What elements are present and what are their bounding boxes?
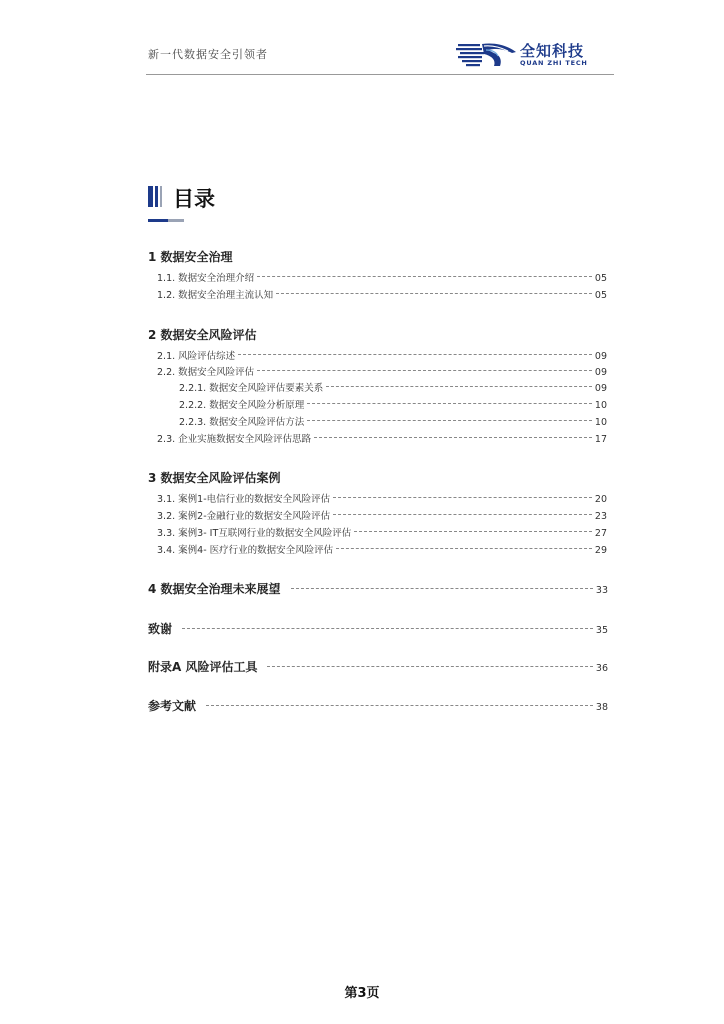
toc-entry[interactable]: 附录A 风险评估工具 36: [148, 660, 608, 674]
toc-entry[interactable]: 2.2.3. 数据安全风险评估方法 10: [179, 417, 607, 428]
toc-entry[interactable]: 1.2. 数据安全治理主流认知 05: [157, 290, 607, 301]
header-slogan: 新一代数据安全引领者: [148, 48, 268, 61]
toc-entry[interactable]: 3.4. 案例4- 医疗行业的数据安全风险评估 29: [157, 545, 607, 556]
logo-english-name: QUAN ZHI TECH: [520, 59, 588, 67]
toc-entry[interactable]: 3.1. 案例1-电信行业的数据安全风险评估 20: [157, 494, 607, 505]
page-number: 第3页: [344, 986, 380, 1001]
toc-entry[interactable]: 2.3. 企业实施数据安全风险评估思路 17: [157, 434, 607, 445]
toc-heading: 目录: [173, 187, 215, 211]
toc-entry[interactable]: 参考文献 38: [148, 699, 608, 713]
bird-stripes-logo-icon: [456, 40, 518, 70]
company-logo: [456, 40, 616, 70]
triple-bar-icon: [148, 186, 162, 207]
toc-entry[interactable]: 4 数据安全治理未来展望 33: [148, 582, 608, 596]
toc-underline: [148, 219, 184, 222]
toc-entry[interactable]: 2.2.1. 数据安全风险评估要素关系 09: [179, 383, 607, 394]
toc-entry[interactable]: 3.2. 案例2-金融行业的数据安全风险评估 23: [157, 511, 607, 522]
toc-entry[interactable]: 致谢 35: [148, 622, 608, 636]
toc-section-heading[interactable]: 3 数据安全风险评估案例: [148, 471, 281, 485]
toc-entry[interactable]: 3.3. 案例3- IT互联网行业的数据安全风险评估 27: [157, 528, 607, 539]
toc-entry[interactable]: 2.1. 风险评估综述 09: [157, 351, 607, 362]
toc-section-heading[interactable]: 1 数据安全治理: [148, 250, 233, 264]
toc-entry[interactable]: 2.2.2. 数据安全风险分析原理 10: [179, 400, 607, 411]
toc-entry[interactable]: 2.2. 数据安全风险评估 09: [157, 367, 607, 378]
logo-chinese-name: 全知科技: [520, 42, 585, 60]
page-header: [146, 38, 614, 75]
toc-entry[interactable]: 1.1. 数据安全治理介绍 05: [157, 273, 607, 284]
toc-section-heading[interactable]: 2 数据安全风险评估: [148, 328, 257, 342]
